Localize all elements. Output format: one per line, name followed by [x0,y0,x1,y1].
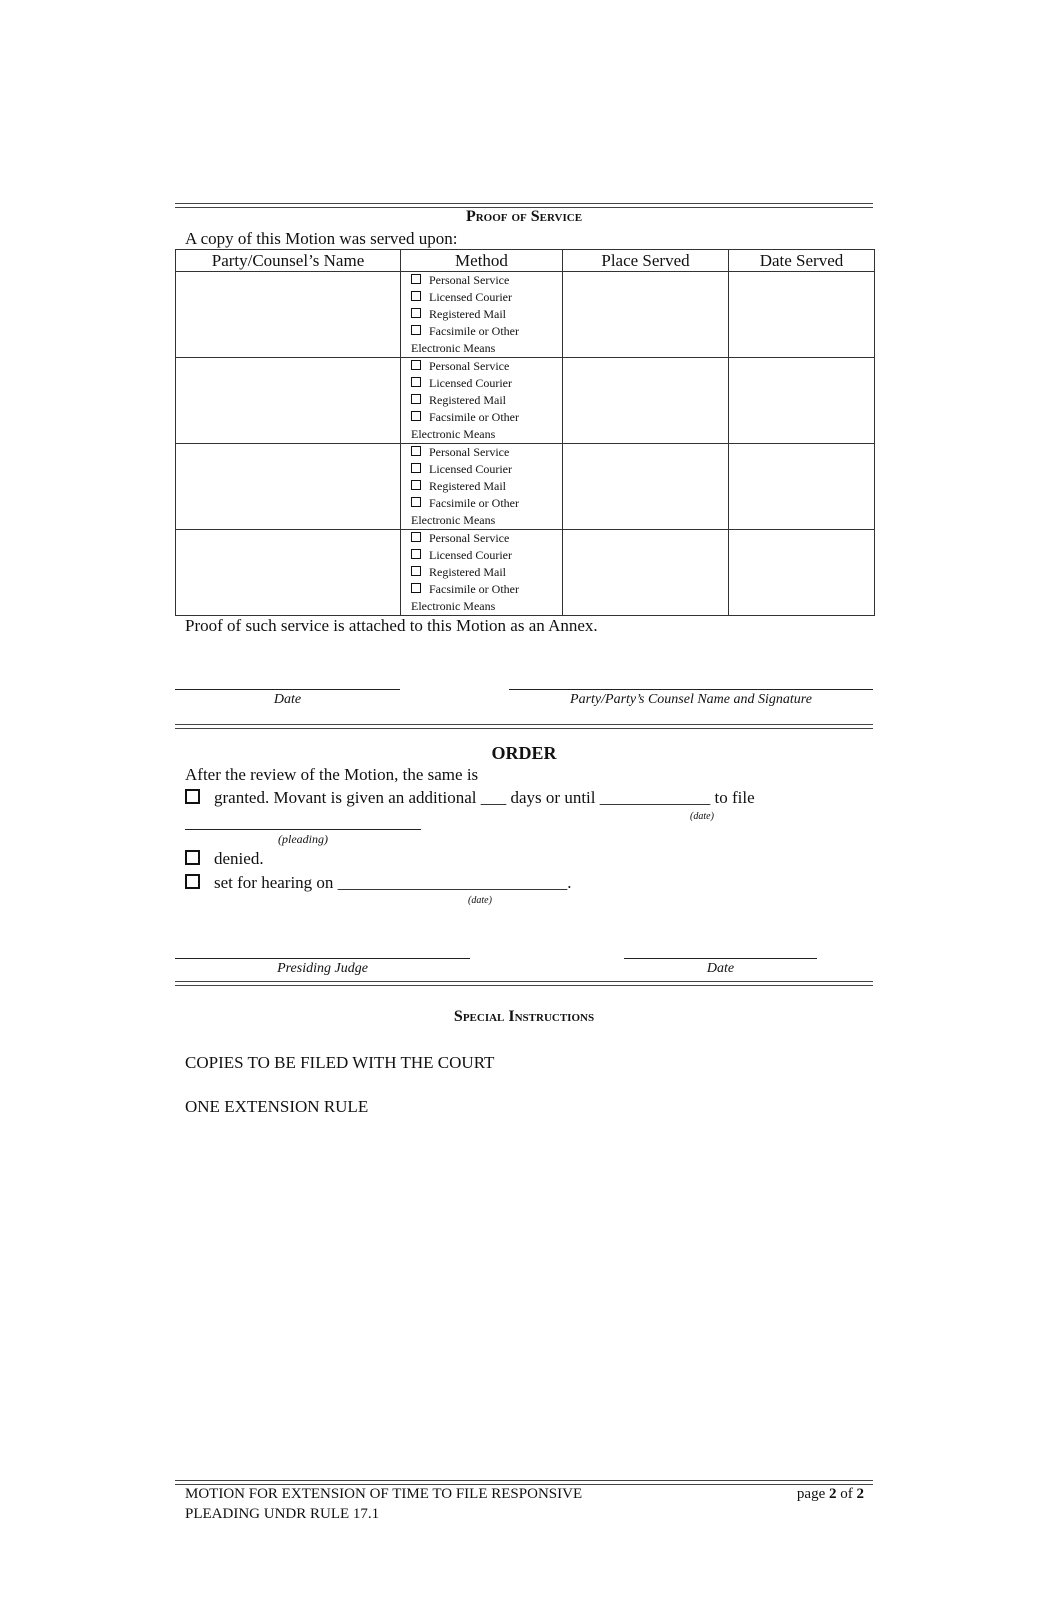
checkbox-facsimile[interactable] [411,411,421,421]
proof-of-service-intro: A copy of this Motion was served upon: [185,229,458,248]
checkbox-granted[interactable] [185,789,200,804]
page-of: of [840,1486,853,1502]
page-number [760,1484,864,1504]
service-signature-caption: Party/Party’s Counsel Name and Signature [570,692,812,707]
service-table [175,249,875,616]
page-total: 2 [856,1486,864,1502]
method-label: Licensed Courier [429,376,512,390]
checkbox-personal-service[interactable] [411,360,421,370]
days-text: days or until [510,788,596,807]
method-label: Registered Mail [429,479,506,493]
method-cell [401,358,563,444]
checkbox-licensed-courier[interactable] [411,463,421,473]
method-label: Registered Mail [429,565,506,579]
page-current: 2 [829,1486,837,1502]
service-date-caption: Date [273,692,302,707]
party-name-cell[interactable] [176,444,401,530]
checkbox-denied[interactable] [185,850,200,865]
until-date-caption: (date) [690,811,714,822]
method-label: Licensed Courier [429,462,512,476]
order-hearing-line [185,873,571,893]
proof-of-service-title: Proof of Service [465,208,583,225]
hearing-period: . [567,873,572,892]
party-name-cell[interactable] [176,530,401,616]
method-cell [401,530,563,616]
method-label-continuation: Electronic Means [411,427,496,441]
method-label-continuation: Electronic Means [411,599,496,613]
pleading-line[interactable] [185,829,421,830]
checkbox-registered-mail[interactable] [411,394,421,404]
method-label: Licensed Courier [429,548,512,562]
checkbox-hearing[interactable] [185,874,200,889]
col-header-place: Place Served [563,250,729,272]
table-row [176,272,875,358]
checkbox-personal-service[interactable] [411,274,421,284]
col-header-name: Party/Counsel’s Name [176,250,401,272]
judge-caption: Presiding Judge [277,961,368,976]
table-row [176,444,875,530]
checkbox-registered-mail[interactable] [411,308,421,318]
party-name-cell[interactable] [176,272,401,358]
party-name-cell[interactable] [176,358,401,444]
service-signature-line[interactable] [509,689,873,690]
footer-line-1: MOTION FOR EXTENSION OF TIME TO FILE RESPONSIVE [185,1486,583,1502]
method-label: Facsimile or Other [429,324,519,338]
pleading-caption: (pleading) [278,832,328,846]
instruction-line-1: COPIES TO BE FILED WITH THE COURT [185,1053,495,1072]
checkbox-facsimile[interactable] [411,583,421,593]
special-instructions-title: Special Instructions [453,1008,595,1025]
method-cell [401,272,563,358]
method-label: Personal Service [429,359,510,373]
hearing-text: set for hearing on [214,873,334,892]
method-label: Facsimile or Other [429,582,519,596]
footer-line-2: PLEADING UNDR RULE 17.1 [185,1506,380,1522]
date-served-cell[interactable] [729,272,875,358]
days-blank[interactable]: ___ [480,788,507,807]
granted-text: granted. Movant is given an additional [214,788,477,807]
proof-of-service-note: Proof of such service is attached to this Motion as an Annex. [185,616,598,635]
method-label: Registered Mail [429,393,506,407]
denied-text: denied. [214,849,264,868]
hearing-date-caption: (date) [468,895,492,906]
method-label: Personal Service [429,445,510,459]
method-label: Personal Service [429,273,510,287]
page-prefix: page [796,1486,826,1502]
method-label: Personal Service [429,531,510,545]
method-cell [401,444,563,530]
place-served-cell[interactable] [563,530,729,616]
checkbox-registered-mail[interactable] [411,566,421,576]
to-file-text: to file [714,788,755,807]
order-intro: After the review of the Motion, the same is [185,765,479,784]
instruction-line-2: ONE EXTENSION RULE [185,1097,369,1116]
method-label: Licensed Courier [429,290,512,304]
table-row [176,358,875,444]
table-row [176,530,875,616]
method-label-continuation: Electronic Means [411,341,496,355]
checkbox-facsimile[interactable] [411,497,421,507]
order-rule [175,724,873,729]
order-granted-line [185,788,755,808]
method-label: Facsimile or Other [429,496,519,510]
until-date-blank[interactable]: _____________ [599,788,711,807]
checkbox-licensed-courier[interactable] [411,377,421,387]
checkbox-facsimile[interactable] [411,325,421,335]
col-header-date: Date Served [729,250,875,272]
method-label-continuation: Electronic Means [411,513,496,527]
hearing-date-blank[interactable]: ___________________________ [337,873,568,892]
method-label: Registered Mail [429,307,506,321]
order-date-caption: Date [706,961,735,976]
service-date-line[interactable] [175,689,400,690]
place-served-cell[interactable] [563,272,729,358]
checkbox-licensed-courier[interactable] [411,291,421,301]
order-date-line[interactable] [624,958,817,959]
checkbox-registered-mail[interactable] [411,480,421,490]
instructions-rule [175,981,873,986]
checkbox-personal-service[interactable] [411,532,421,542]
place-served-cell[interactable] [563,358,729,444]
order-title: ORDER [491,743,557,763]
checkbox-personal-service[interactable] [411,446,421,456]
col-header-method: Method [401,250,563,272]
order-denied-line [185,849,264,869]
service-table-header [176,250,875,272]
date-served-cell[interactable] [729,444,875,530]
date-served-cell[interactable] [729,358,875,444]
checkbox-licensed-courier[interactable] [411,549,421,559]
place-served-cell[interactable] [563,444,729,530]
method-label: Facsimile or Other [429,410,519,424]
date-served-cell[interactable] [729,530,875,616]
judge-signature-line[interactable] [175,958,470,959]
footer-title [185,1484,582,1524]
